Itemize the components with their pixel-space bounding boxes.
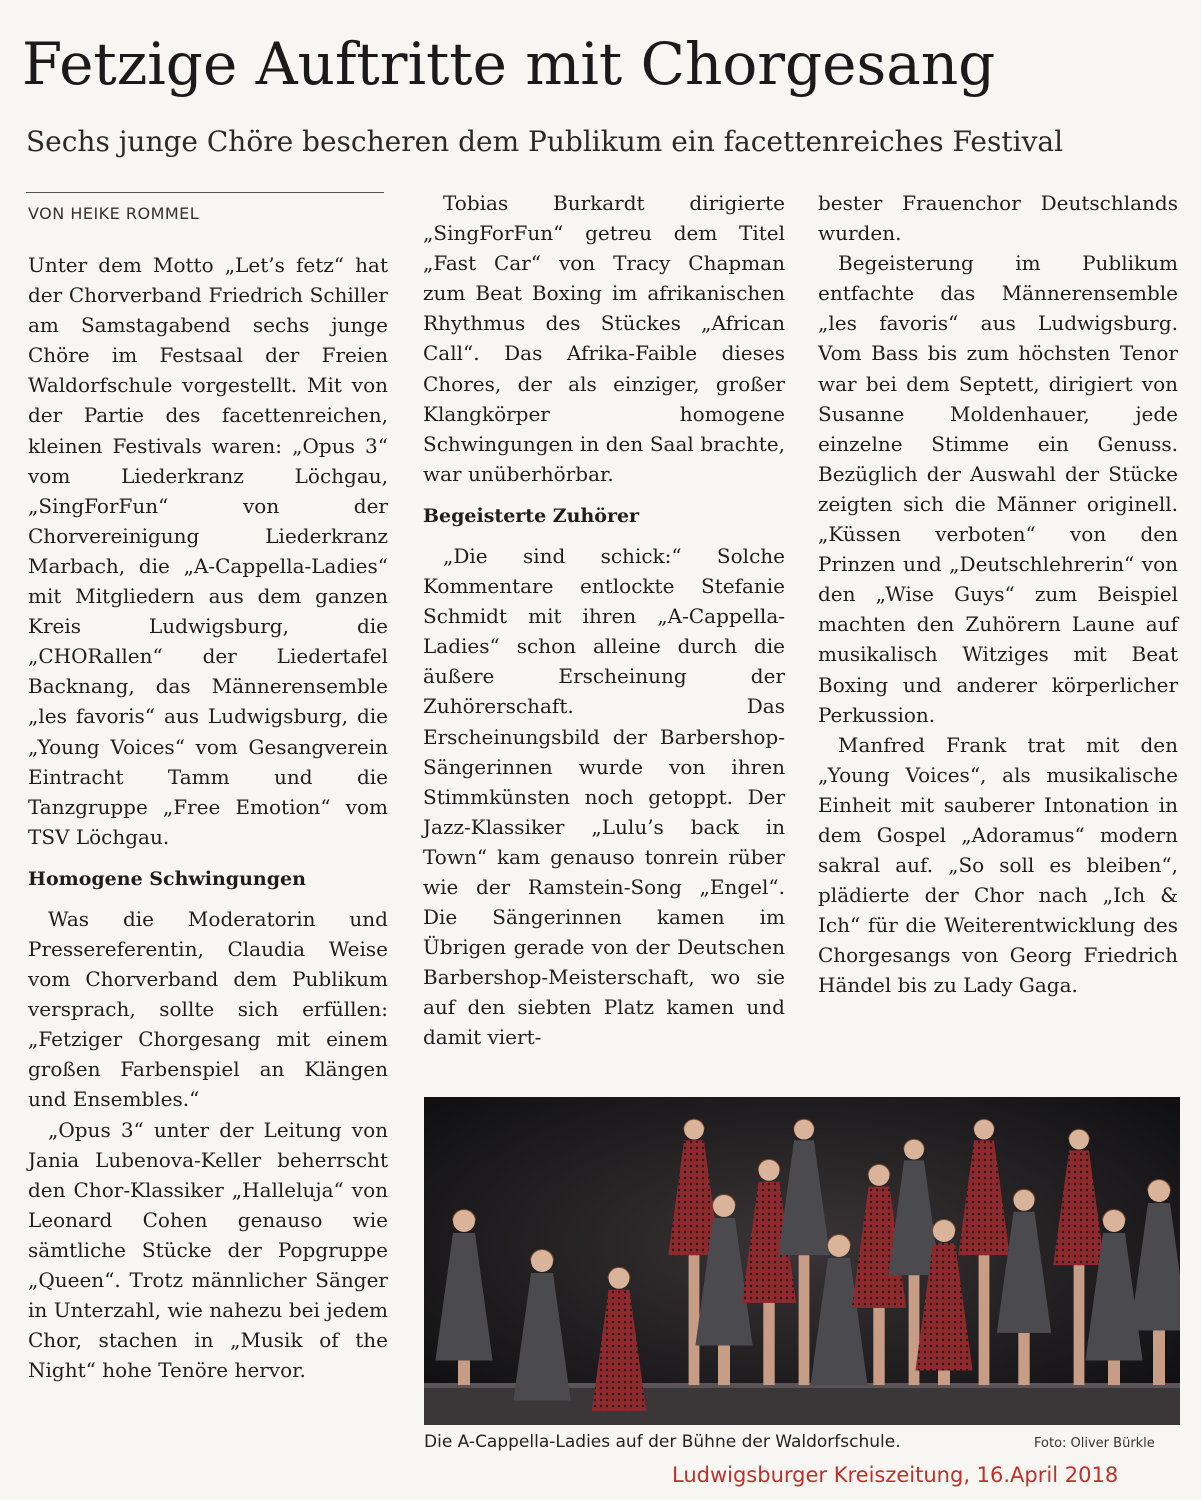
- photo-caption: Die A-Cappella-Ladies auf der Bühne der Waldorfschule.: [424, 1432, 901, 1452]
- byline-rule: [26, 192, 384, 193]
- section-heading: Homogene Schwingungen: [28, 867, 306, 890]
- column-1: [28, 250, 388, 1385]
- choir-photo: [424, 1097, 1180, 1425]
- paragraph: Unter dem Motto „Let’s fetz“ hat der Chorverband Friedrich Schiller am Samstagabend sechs junge Chöre im Festsaal der Freien Waldorfschule vorgestellt. Mit von der Partie des facettenreichen, kleinen Festivals waren: „Opus 3“ vom Liederkranz Löchgau, „SingForFun“ von der Chorvereinigung Liederkranz Marbach, die „A-Cappella-Ladies“ mit Mitgliedern aus dem ganzen Kreis Ludwigsburg, die „CHORallen“ der Liedertafel Backnang, das Männerensemble „les favoris“ aus Ludwigsburg, die „Young Voices“ vom Gesangverein Eintracht Tamm und die Tanzgruppe „Free Emotion“ vom TSV Löchgau.: [28, 253, 388, 849]
- choir-photo-illustration: [424, 1097, 1180, 1425]
- photo-credit: Foto: Oliver Bürkle: [1034, 1436, 1155, 1451]
- byline: VON HEIKE ROMMEL: [28, 204, 200, 223]
- paragraph: Tobias Burkardt dirigierte „SingForFun“ getreu dem Titel „Fast Car“ von Tracy Chapman zum Beat Boxing im afrikanischen Rhythmus des Stückes „African Call“. Das Afrika-Faible dieses Chores, der als einziger, großer Klangkörper homogene Schwingungen in den Saal brachte, war unüberhörbar.: [423, 191, 785, 486]
- paragraph: „Die sind schick:“ Solche Kommentare entlockte Stefanie Schmidt mit ihren „A-Cappella-Ladies“ schon alleine durch die äußere Erscheinung der Zuhörerschaft. Das Erscheinungsbild der Barbershop-Sängerinnen wurde von ihren Stimmkünsten noch getoppt. Der Jazz-Klassiker „Lulu’s back in Town“ kam genauso tonrein rüber wie der Ramstein-Song „Engel“. Die Sängerinnen kamen im Übrigen gerade von der Deutschen Barbershop-Meisterschaft, wo sie auf den siebten Platz kamen und damit viert-: [423, 543, 785, 1050]
- paragraph: bester Frauenchor Deutschlands wurden.: [818, 191, 1178, 246]
- subheadline: Sechs junge Chöre bescheren dem Publikum ein facettenreiches Festival: [26, 125, 1064, 158]
- paragraph: Was die Moderatorin und Pressereferentin, Claudia Weise vom Chorverband dem Publikum versprach, sollte sich erfüllen: „Fetziger Chorgesang mit einem großen Farbenspiel an Klängen und Ensembles.“: [28, 906, 388, 1112]
- source-line: Ludwigsburger Kreiszeitung, 16.April 2018: [672, 1463, 1119, 1487]
- headline: Fetzige Auftritte mit Chorgesang: [22, 30, 996, 98]
- section-heading: Begeisterte Zuhörer: [423, 504, 640, 527]
- paragraph: „Opus 3“ unter der Leitung von Jania Lubenova-Keller beherrscht den Chor-Klassiker „Halleluja“ von Leonard Cohen genauso wie sämtliche Stücke der Popgruppe „Queen“. Trotz männlicher Sänger in Unterzahl, wie nahezu bei jedem Chor, stachen in „Musik of the Night“ hohe Tenöre hervor.: [28, 1117, 388, 1383]
- column-3: [818, 188, 1178, 1001]
- paragraph: Begeisterung im Publikum entfachte das Männerensemble „les favoris“ aus Ludwigsburg. Vom Bass bis zum höchsten Tenor war bei dem Septett, dirigiert von Susanne Moldenhauer, jede einzelne Stimme ein Genuss. Bezüglich der Auswahl der Stücke zeigten sich die Männer originell. „Küssen verboten“ von den Prinzen und „Deutschlehrerin“ von den „Wise Guys“ zum Beispiel machten den Zuhörern Laune auf musikalisch Witziges mit Beat Boxing und anderer körperlicher Perkussion.: [818, 251, 1178, 727]
- paragraph: Manfred Frank trat mit den „Young Voices“, als musikalische Einheit mit sauberer Intonation in dem Gospel „Adoramus“ modern sakral auf. „So soll es bleiben“, plädierte der Chor nach „Ich & Ich“ für die Weiterentwicklung des Chorgesangs von Georg Friedrich Händel bis zu Lady Gaga.: [818, 732, 1178, 998]
- column-2: [423, 188, 785, 1053]
